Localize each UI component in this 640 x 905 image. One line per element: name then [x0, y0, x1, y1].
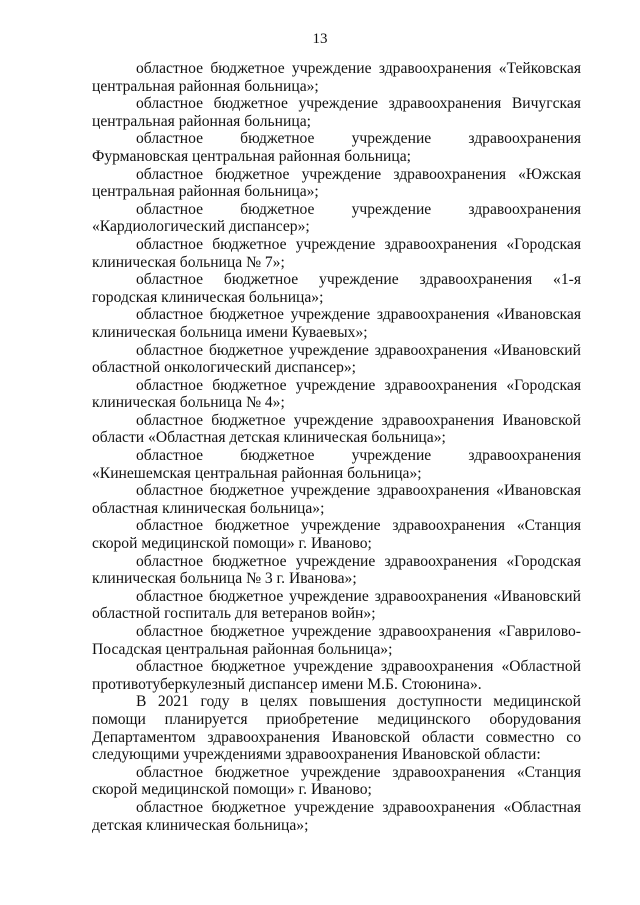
paragraph: областное бюджетное учреждение здравоохранения «Ивановский областной госпиталь для ветеранов войн»;: [92, 587, 581, 623]
paragraph: областное бюджетное учреждение здравоохранения «Городская клиническая больница № 3 г. Иванова»;: [92, 552, 581, 588]
paragraph: областное бюджетное учреждение здравоохранения «Ивановская областная клиническая больница»;: [92, 482, 581, 517]
paragraph: областное бюджетное учреждение здравоохранения Вичугская центральная районная больница;: [92, 95, 581, 130]
paragraph: В 2021 году в целях повышения доступности медицинской помощи планируется приобретение медицинского оборудования Департаментом здравоохранения Ивановской области совместно со следующими учреждениями здравоохранения Ивановской области:: [92, 693, 581, 764]
paragraph: областное бюджетное учреждение здравоохранения «Кинешемская центральная районная больница»;: [92, 447, 581, 482]
paragraph: областное бюджетное учреждение здравоохранения Ивановской области «Областная детская клиническая больница»;: [92, 411, 581, 447]
paragraph: областное бюджетное учреждение здравоохранения «Станция скорой медицинской помощи» г. Иваново;: [92, 763, 581, 799]
paragraph: областное бюджетное учреждение здравоохранения «Городская клиническая больница № 4»;: [92, 376, 581, 412]
paragraph: областное бюджетное учреждение здравоохранения Фурмановская центральная районная больница;: [92, 130, 581, 165]
paragraph: областное бюджетное учреждение здравоохранения «Городская клиническая больница № 7»;: [92, 235, 581, 271]
paragraph: областное бюджетное учреждение здравоохранения «Южская центральная районная больница»;: [92, 165, 581, 201]
paragraph: областное бюджетное учреждение здравоохранения «Ивановская клиническая больница имени Куваевых»;: [92, 306, 581, 341]
paragraph: областное бюджетное учреждение здравоохранения «Ивановский областной онкологический диспансер»;: [92, 341, 581, 377]
paragraph: областное бюджетное учреждение здравоохранения «Областной противотуберкулезный диспансер имени М.Б. Стоюнина».: [92, 658, 581, 693]
paragraph: областное бюджетное учреждение здравоохранения «Тейковская центральная районная больница»;: [92, 60, 581, 95]
paragraph: областное бюджетное учреждение здравоохранения «1-я городская клиническая больница»;: [92, 271, 581, 306]
paragraph: областное бюджетное учреждение здравоохранения «Областная детская клиническая больница»;: [92, 798, 581, 834]
paragraph: областное бюджетное учреждение здравоохранения «Гаврилово-Посадская центральная районная больница»;: [92, 623, 581, 658]
paragraph: областное бюджетное учреждение здравоохранения «Кардиологический диспансер»;: [92, 200, 581, 236]
document-body: [92, 60, 581, 834]
page-number: 13: [312, 31, 328, 47]
paragraph: областное бюджетное учреждение здравоохранения «Станция скорой медицинской помощи» г. Иваново;: [92, 517, 581, 553]
